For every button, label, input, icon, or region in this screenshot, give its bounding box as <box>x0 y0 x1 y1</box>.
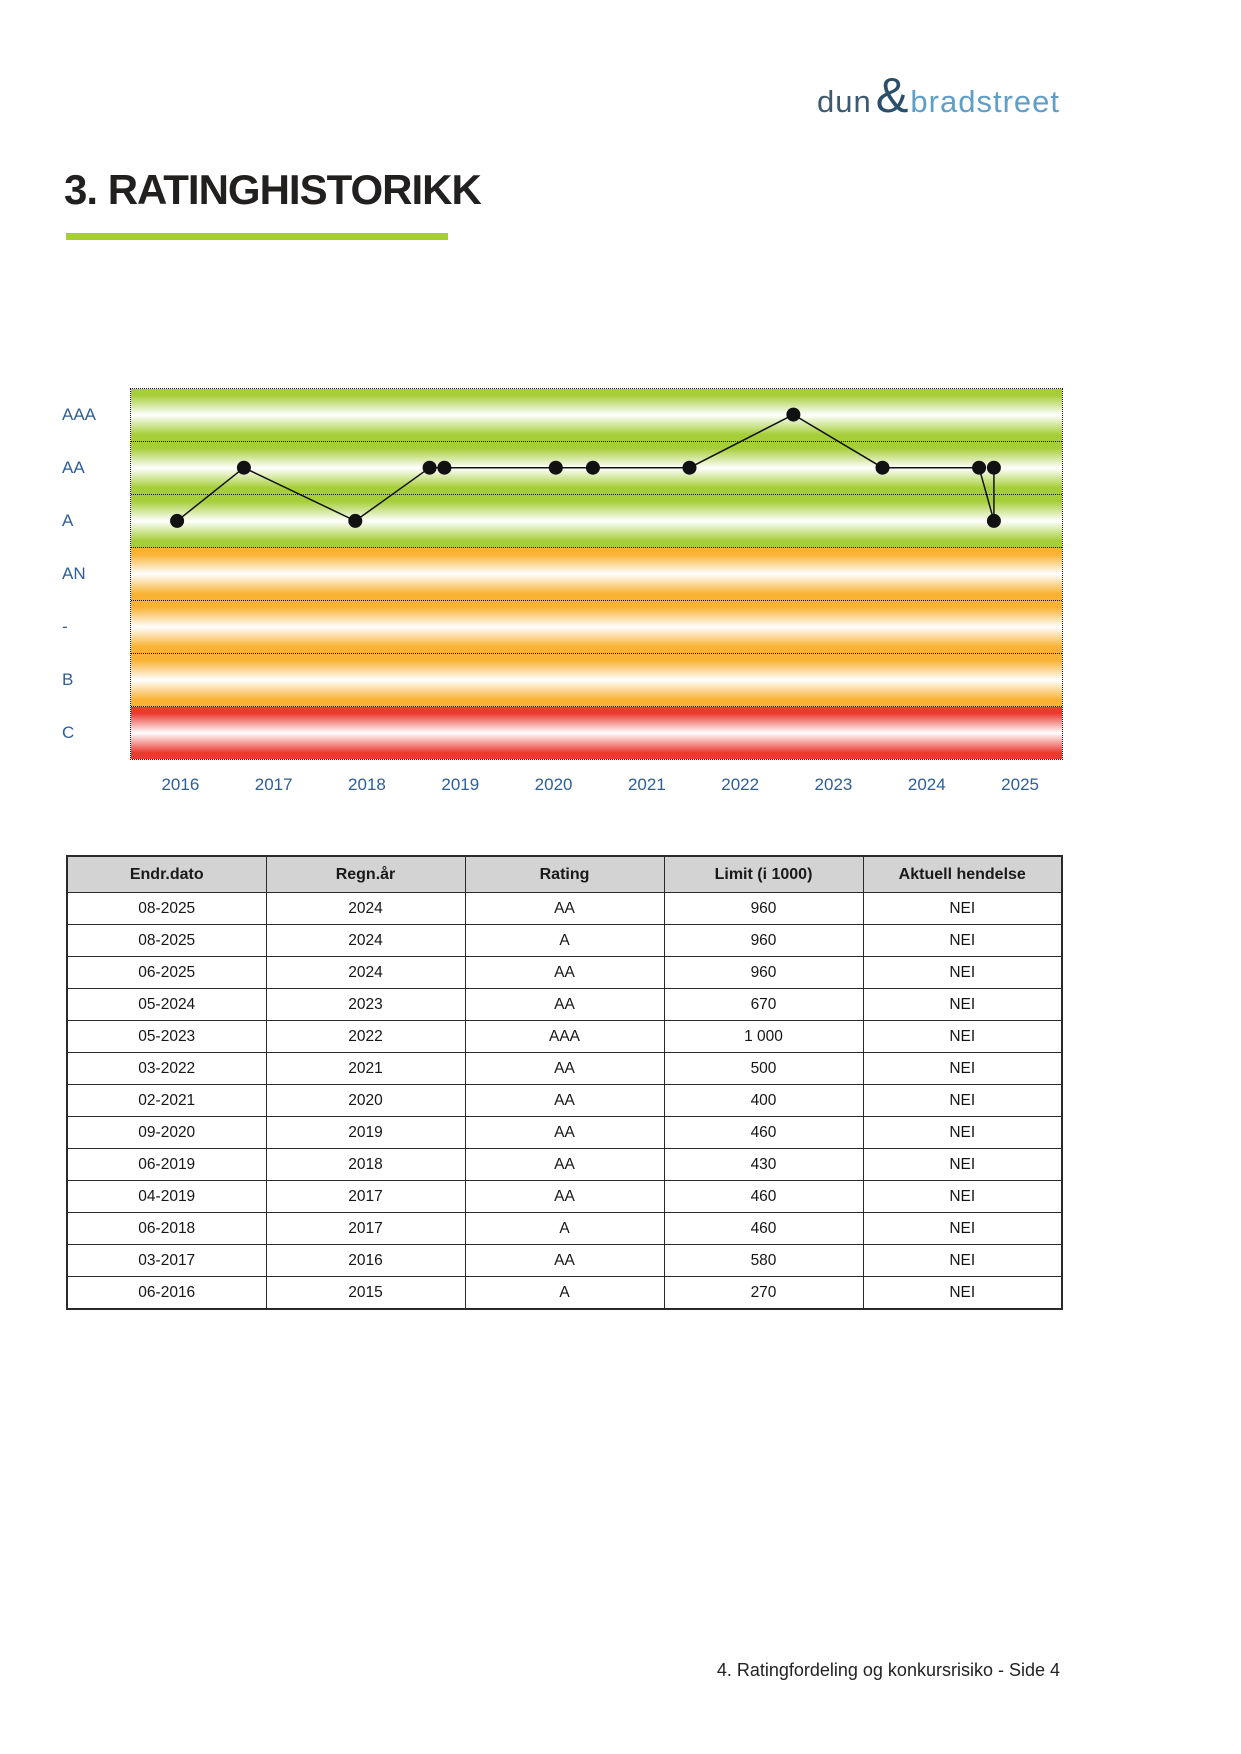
table-cell: NEI <box>863 893 1062 925</box>
table-cell: 09-2020 <box>67 1117 266 1149</box>
table-cell: 580 <box>664 1245 863 1277</box>
table-cell: NEI <box>863 1149 1062 1181</box>
table-cell: 460 <box>664 1181 863 1213</box>
rating-band-dash <box>131 601 1062 654</box>
table-cell: AA <box>465 893 664 925</box>
table-row <box>67 1245 1062 1277</box>
table-row <box>67 1149 1062 1181</box>
y-axis-label: - <box>62 617 68 637</box>
logo-ampersand-icon: & <box>875 69 909 123</box>
table-header-cell: Aktuell hendelse <box>863 856 1062 893</box>
y-axis-label: AN <box>62 564 86 583</box>
table-cell: 400 <box>664 1085 863 1117</box>
table-cell: 2017 <box>266 1181 465 1213</box>
x-axis-label: 2024 <box>907 775 946 794</box>
table-cell: AA <box>465 1245 664 1277</box>
table-row <box>67 1021 1062 1053</box>
data-point <box>972 461 986 475</box>
table-cell: 06-2019 <box>67 1149 266 1181</box>
table-cell: AA <box>465 989 664 1021</box>
table-cell: 06-2016 <box>67 1277 266 1310</box>
x-axis-label: 2018 <box>348 775 386 794</box>
table-cell: 430 <box>664 1149 863 1181</box>
rating-band-aaa <box>131 389 1062 442</box>
table-cell: NEI <box>863 1213 1062 1245</box>
x-axis-label: 2017 <box>254 775 293 794</box>
logo-text-bradstreet: bradstreet <box>910 84 1060 119</box>
table-cell: AAA <box>465 1021 664 1053</box>
rating-line <box>177 415 994 521</box>
rating-band-an <box>131 548 1062 601</box>
table-cell: 670 <box>664 989 863 1021</box>
table-cell: 960 <box>664 893 863 925</box>
data-point <box>549 461 563 475</box>
x-axis-label: 2021 <box>627 775 666 794</box>
y-axis-label: AAA <box>62 404 97 424</box>
table-cell: 08-2025 <box>67 925 266 957</box>
table-cell: 2019 <box>266 1117 465 1149</box>
chart-series-svg <box>130 388 1063 760</box>
x-axis-label: 2016 <box>161 775 200 794</box>
table-row <box>67 957 1062 989</box>
table-cell: 2018 <box>266 1149 465 1181</box>
table-cell: 270 <box>664 1277 863 1310</box>
x-axis-label: 2019 <box>441 775 480 794</box>
data-point <box>987 461 1001 475</box>
table-cell: 2017 <box>266 1213 465 1245</box>
data-point <box>437 461 451 475</box>
table-cell: 05-2024 <box>67 989 266 1021</box>
table-cell: A <box>465 1213 664 1245</box>
table-cell: 2015 <box>266 1277 465 1310</box>
table-cell: 2020 <box>266 1085 465 1117</box>
table-cell: NEI <box>863 1181 1062 1213</box>
y-axis-label: C <box>62 723 75 743</box>
table-cell: NEI <box>863 989 1062 1021</box>
rating-table-header-row <box>67 856 1062 893</box>
y-axis-label: A <box>62 510 74 530</box>
table-cell: NEI <box>863 925 1062 957</box>
table-cell: 2024 <box>266 893 465 925</box>
table-cell: NEI <box>863 1245 1062 1277</box>
table-cell: NEI <box>863 1117 1062 1149</box>
table-cell: NEI <box>863 1085 1062 1117</box>
table-cell: 1 000 <box>664 1021 863 1053</box>
table-cell: 06-2018 <box>67 1213 266 1245</box>
table-cell: 2024 <box>266 925 465 957</box>
table-cell: AA <box>465 957 664 989</box>
data-point <box>786 408 800 422</box>
data-point <box>170 514 184 528</box>
table-cell: 460 <box>664 1117 863 1149</box>
table-row <box>67 1181 1062 1213</box>
table-header-cell: Rating <box>465 856 664 893</box>
table-cell: 460 <box>664 1213 863 1245</box>
page-footer: 4. Ratingfordeling og konkursrisiko - Side 4 <box>716 1660 1060 1680</box>
rating-band-c <box>131 707 1062 759</box>
table-cell: 2016 <box>266 1245 465 1277</box>
table-cell: AA <box>465 1181 664 1213</box>
table-row <box>67 1053 1062 1085</box>
table-cell: 02-2021 <box>67 1085 266 1117</box>
table-row <box>67 1213 1062 1245</box>
rating-band-aa <box>131 442 1062 495</box>
table-cell: A <box>465 1277 664 1310</box>
data-point <box>987 514 1001 528</box>
rating-band-a <box>131 495 1062 548</box>
table-cell: 03-2017 <box>67 1245 266 1277</box>
y-axis-label: B <box>62 670 74 690</box>
table-cell: AA <box>465 1085 664 1117</box>
data-point <box>423 461 437 475</box>
table-cell: 03-2022 <box>67 1053 266 1085</box>
x-axis-label: 2025 <box>1001 775 1039 794</box>
table-cell: NEI <box>863 957 1062 989</box>
table-cell: AA <box>465 1053 664 1085</box>
rating-table-body <box>67 893 1062 1310</box>
table-cell: 960 <box>664 957 863 989</box>
table-header-cell: Regn.år <box>266 856 465 893</box>
data-point <box>348 514 362 528</box>
rating-table-head <box>67 856 1062 893</box>
logo-text-dun: dun <box>817 84 872 119</box>
table-cell: 05-2023 <box>67 1021 266 1053</box>
x-axis-label: 2022 <box>721 775 760 794</box>
data-point <box>586 461 600 475</box>
table-row <box>67 893 1062 925</box>
table-row <box>67 1085 1062 1117</box>
table-cell: 06-2025 <box>67 957 266 989</box>
table-cell: A <box>465 925 664 957</box>
y-axis-label: AA <box>62 457 85 477</box>
table-cell: 960 <box>664 925 863 957</box>
table-cell: NEI <box>863 1277 1062 1310</box>
table-row <box>67 1117 1062 1149</box>
table-row <box>67 1277 1062 1310</box>
table-cell: 08-2025 <box>67 893 266 925</box>
title-accent-bar <box>66 233 448 240</box>
rating-history-table <box>66 855 1063 1310</box>
x-axis-label: 2020 <box>534 775 573 794</box>
dnb-logo <box>817 68 1060 124</box>
rating-band-b <box>131 654 1062 707</box>
data-point <box>876 461 890 475</box>
table-cell: 2023 <box>266 989 465 1021</box>
table-cell: 2022 <box>266 1021 465 1053</box>
table-cell: 2021 <box>266 1053 465 1085</box>
chart-plot-area <box>130 388 1063 760</box>
table-row <box>67 989 1062 1021</box>
table-cell: AA <box>465 1117 664 1149</box>
table-cell: 500 <box>664 1053 863 1085</box>
data-point <box>237 461 251 475</box>
x-axis-label: 2023 <box>814 775 853 794</box>
table-header-cell: Limit (i 1000) <box>664 856 863 893</box>
data-point <box>683 461 697 475</box>
page-title: 3. RATINGHISTORIKK <box>64 166 481 213</box>
table-row <box>67 925 1062 957</box>
table-header-cell: Endr.dato <box>67 856 266 893</box>
table-cell: 04-2019 <box>67 1181 266 1213</box>
table-cell: NEI <box>863 1021 1062 1053</box>
table-cell: 2024 <box>266 957 465 989</box>
table-cell: AA <box>465 1149 664 1181</box>
table-cell: NEI <box>863 1053 1062 1085</box>
